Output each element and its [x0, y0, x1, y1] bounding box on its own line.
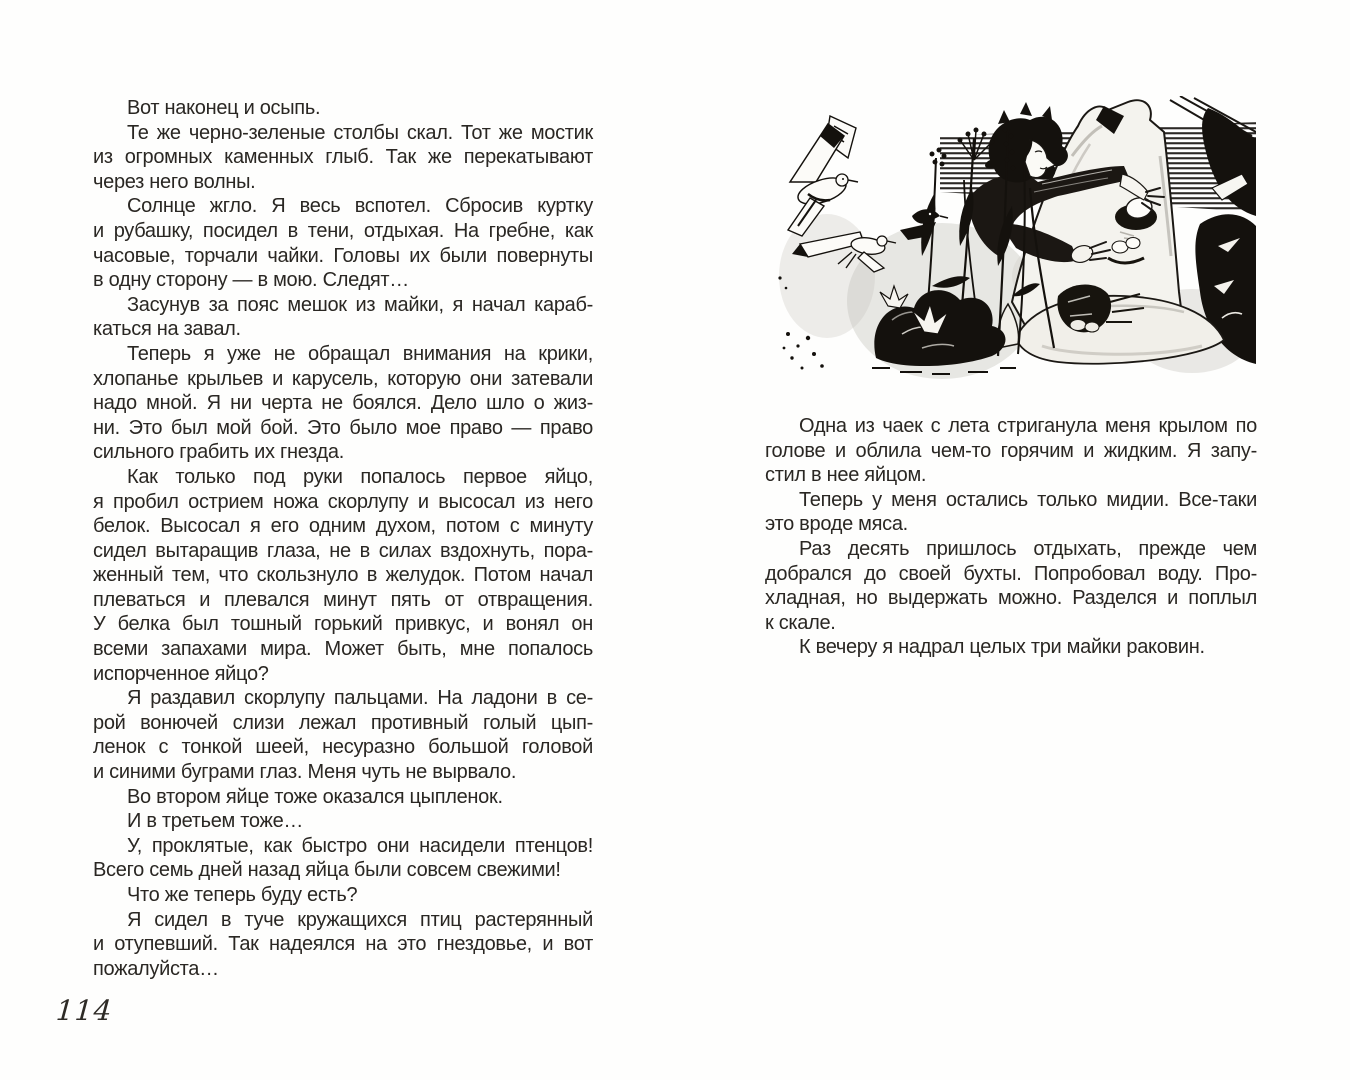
text-line: сидел вытаращив глаза, не в силах вздохнуть, пора-	[93, 539, 593, 562]
text-line: К вечеру я надрал целых три майки раковин.	[799, 636, 1205, 659]
text-line: Что же теперь буду есть?	[127, 884, 358, 906]
text-line: У, проклятые, как быстро они насидели птенцов!	[127, 834, 593, 857]
paragraph	[93, 834, 593, 883]
paragraph	[93, 908, 593, 982]
text-line: я пробил острием ножа скорлупу и высосал из него	[93, 490, 593, 513]
text-line: хлопанье крыльев и карусель, которую они затевали	[93, 367, 593, 390]
text-line: плеваться и плевался минут пять от отвращения.	[93, 588, 593, 611]
left-page-text	[93, 96, 593, 981]
paragraph	[765, 414, 1257, 488]
paragraph	[93, 785, 593, 810]
text-line: всеми запахами мира. Может быть, мне попалось	[93, 638, 593, 661]
text-line: и отупевший. Так надеялся на это гнездовье, и вот	[93, 933, 593, 956]
text-line: Засунув за пояс мешок из майки, я начал караб-	[127, 293, 593, 316]
text-line: испорченное яйцо?	[93, 662, 269, 685]
paragraph	[93, 809, 593, 834]
text-line: Во втором яйце тоже оказался цыпленок.	[127, 785, 503, 808]
right-page-text	[765, 414, 1257, 660]
text-line: У белка был тошный горький привкус, и вонял он	[93, 613, 593, 636]
paragraph	[765, 635, 1257, 660]
text-line: Теперь у меня остались только мидии. Все-таки	[799, 488, 1257, 511]
text-line: ленок с тонкой шеей, несуразно большой головой	[93, 736, 593, 759]
text-line: в одну сторону — в мою. Следят…	[93, 269, 409, 292]
paragraph	[765, 488, 1257, 537]
text-line: Я раздавил скорлупу пальцами. На ладони в се-	[127, 687, 593, 710]
text-line: сильного грабить их гнезда.	[93, 441, 345, 464]
text-line: стил в нее яйцом.	[765, 464, 927, 487]
text-line: Вот наконец и осыпь.	[127, 97, 321, 119]
text-line: И в третьем тоже…	[127, 810, 304, 833]
illustration-boy-at-gull-nests	[772, 96, 1256, 388]
paragraph	[93, 121, 593, 195]
paragraph	[93, 293, 593, 342]
text-line: рой вонючей слизи лежал противный голый цып-	[93, 711, 593, 734]
text-line: добрался до своей бухты. Попробовал воду. Про-	[765, 562, 1257, 585]
text-line: женный тем, что скользнуло в желудок. Потом начал	[93, 564, 593, 587]
text-line: и синими буграми глаз. Меня чуть не вырвало.	[93, 761, 517, 784]
text-line: каться на завал.	[93, 318, 241, 341]
paragraph	[93, 465, 593, 686]
text-line: Теперь я уже не обращал внимания на крики,	[127, 342, 593, 365]
text-line: к скале.	[765, 611, 836, 634]
paragraph	[93, 194, 593, 292]
paragraph	[93, 96, 593, 121]
paragraph	[765, 537, 1257, 635]
paragraph	[93, 342, 593, 465]
text-line: надо мной. Я ни черта не боялся. Дело шло о жиз-	[93, 392, 593, 415]
text-line: через него волны.	[93, 170, 256, 193]
text-line: и рубашку, посидел в тени, отдыхая. На гребне, как	[93, 219, 593, 242]
text-line: Солнце жгло. Я весь вспотел. Сбросив куртку	[127, 195, 593, 218]
text-line: из огромных каменных глыб. Так же перекатывают	[93, 146, 593, 169]
text-line: это вроде мяса.	[765, 513, 908, 536]
page-number: 114	[54, 994, 114, 1027]
text-line: Я сидел в туче кружащихся птиц растерянный	[127, 908, 593, 931]
text-line: Как только под руки попалось первое яйцо,	[127, 465, 593, 488]
text-line: голове и облила чем-то горячим и жидким. Я запу-	[765, 439, 1257, 462]
text-line: Одна из чаек с лета стриганула меня крылом по	[799, 415, 1257, 437]
text-line: часовые, торчали чайки. Головы их были повернуты	[93, 244, 593, 267]
text-line: пожалуйста…	[93, 957, 219, 980]
paragraph	[93, 883, 593, 908]
text-line: белок. Высосал я его одним духом, потом с минуту	[93, 515, 593, 538]
text-line: Всего семь дней назад яйца были совсем свежими!	[93, 859, 561, 882]
text-line: хладная, но выдержать можно. Разделся и поплыл	[765, 587, 1257, 610]
text-line: Те же черно-зеленые столбы скал. Тот же мостик	[127, 121, 593, 144]
paragraph	[93, 686, 593, 784]
text-line: Раз десять пришлось отдыхать, прежде чем	[799, 537, 1257, 560]
text-line: ни. Это был мой бой. Это было мое право — право	[93, 416, 593, 439]
